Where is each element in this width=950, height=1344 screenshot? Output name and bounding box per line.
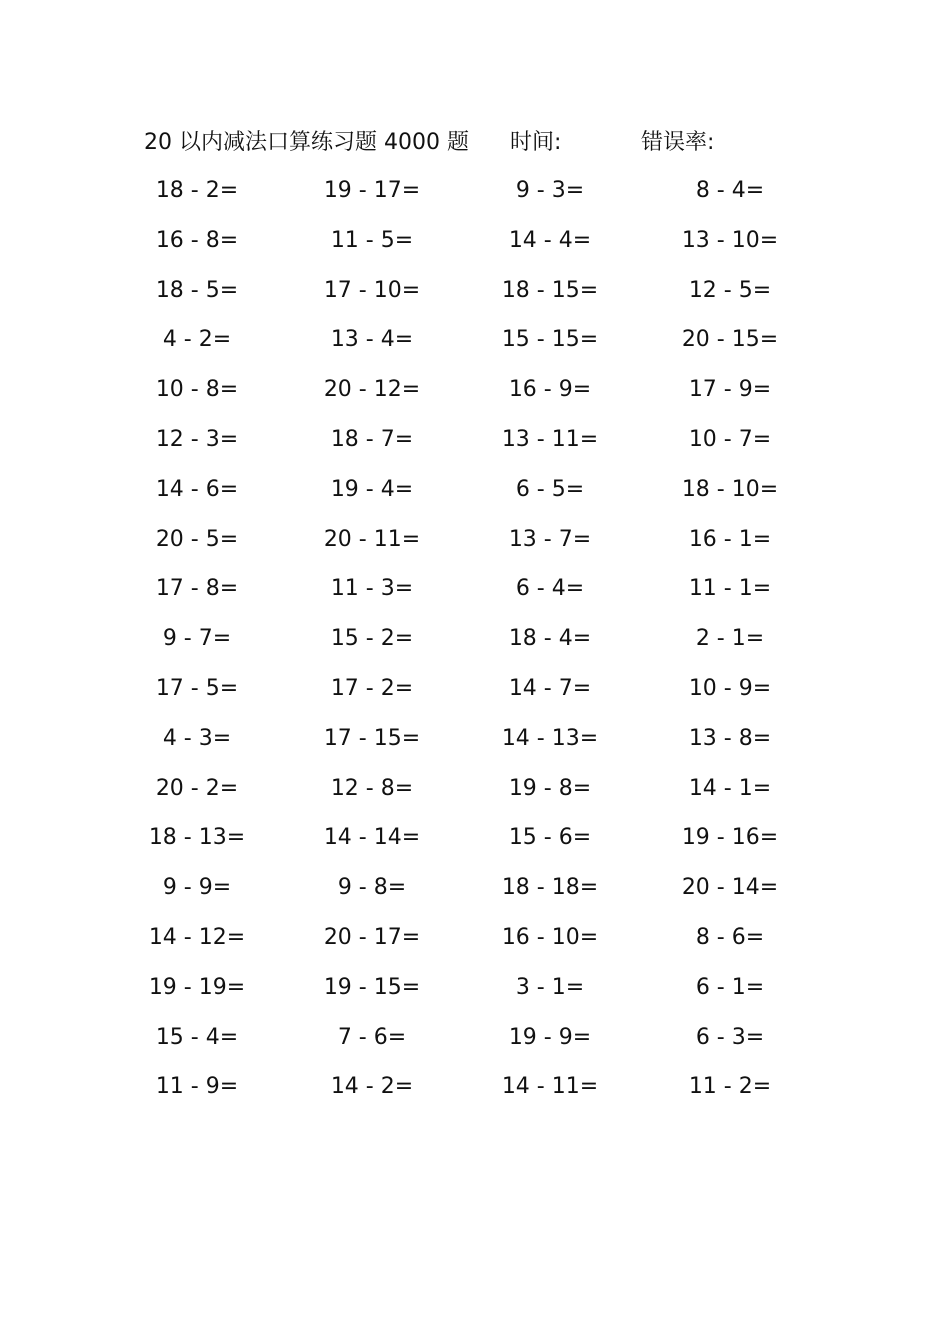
problem-row — [0, 371, 950, 421]
problem-item: 18 - 7= — [330, 426, 414, 452]
problem-row — [0, 969, 950, 1019]
problem-item: 20 - 17= — [323, 924, 421, 950]
problem-row — [0, 670, 950, 720]
problem-row — [0, 720, 950, 770]
problem-item: 13 - 4= — [330, 327, 414, 353]
problem-item: 20 - 2= — [155, 775, 239, 801]
problem-item: 14 - 12= — [148, 924, 246, 950]
problem-item: 9 - 8= — [337, 875, 407, 901]
problem-item: 4 - 2= — [162, 327, 232, 353]
problem-item: 13 - 11= — [501, 426, 599, 452]
problem-item: 14 - 2= — [330, 1074, 414, 1100]
problem-item: 16 - 9= — [508, 377, 592, 403]
problem-item: 18 - 13= — [148, 825, 246, 851]
problem-item: 9 - 7= — [162, 626, 232, 652]
problem-item: 19 - 19= — [148, 974, 246, 1000]
problem-item: 4 - 3= — [162, 725, 232, 751]
problem-item: 12 - 8= — [330, 775, 414, 801]
problem-item: 8 - 6= — [695, 924, 765, 950]
problem-item: 11 - 2= — [688, 1074, 772, 1100]
problem-item: 13 - 8= — [688, 725, 772, 751]
problem-row — [0, 620, 950, 670]
error-rate-label: 错误率: — [641, 130, 715, 155]
problem-row — [0, 1068, 950, 1118]
problem-item: 14 - 14= — [323, 825, 421, 851]
problem-row — [0, 819, 950, 869]
problem-row — [0, 172, 950, 222]
problem-item: 16 - 1= — [688, 526, 772, 552]
problem-item: 14 - 13= — [501, 725, 599, 751]
problem-row — [0, 570, 950, 620]
problem-item: 7 - 6= — [337, 1024, 407, 1050]
problem-row — [0, 471, 950, 521]
problem-item: 19 - 8= — [508, 775, 592, 801]
problem-item: 18 - 5= — [155, 277, 239, 303]
problem-item: 9 - 3= — [515, 178, 585, 203]
problem-row — [0, 521, 950, 571]
problem-item: 6 - 4= — [515, 576, 585, 602]
problem-item: 19 - 4= — [330, 476, 414, 502]
problem-item: 18 - 15= — [501, 277, 599, 303]
problem-grid — [0, 172, 950, 1118]
problem-row — [0, 222, 950, 272]
problem-item: 15 - 2= — [330, 626, 414, 652]
problem-item: 11 - 5= — [330, 227, 414, 253]
problem-item: 11 - 1= — [688, 576, 772, 602]
problem-item: 17 - 8= — [155, 576, 239, 602]
problem-item: 6 - 5= — [515, 476, 585, 502]
problem-row — [0, 770, 950, 820]
problem-item: 2 - 1= — [695, 626, 765, 652]
problem-item: 20 - 12= — [323, 377, 421, 403]
problem-item: 17 - 5= — [155, 675, 239, 701]
problem-item: 14 - 7= — [508, 675, 592, 701]
problem-item: 3 - 1= — [515, 974, 585, 1000]
problem-item: 14 - 4= — [508, 227, 592, 253]
problem-item: 10 - 9= — [688, 675, 772, 701]
problem-row — [0, 869, 950, 919]
problem-item: 12 - 3= — [155, 426, 239, 452]
problem-item: 17 - 10= — [323, 277, 421, 303]
problem-item: 15 - 15= — [501, 327, 599, 353]
problem-item: 8 - 4= — [695, 178, 765, 203]
problem-item: 18 - 2= — [155, 178, 239, 203]
problem-item: 18 - 4= — [508, 626, 592, 652]
time-label: 时间: — [510, 130, 562, 155]
problem-item: 11 - 3= — [330, 576, 414, 602]
problem-item: 17 - 9= — [688, 377, 772, 403]
problem-item: 19 - 15= — [323, 974, 421, 1000]
problem-item: 14 - 6= — [155, 476, 239, 502]
problem-item: 13 - 7= — [508, 526, 592, 552]
problem-item: 16 - 10= — [501, 924, 599, 950]
problem-item: 20 - 14= — [681, 875, 779, 901]
problem-item: 20 - 5= — [155, 526, 239, 552]
problem-row — [0, 919, 950, 969]
problem-item: 12 - 5= — [688, 277, 772, 303]
problem-item: 15 - 4= — [155, 1024, 239, 1050]
problem-item: 14 - 11= — [501, 1074, 599, 1100]
problem-item: 6 - 3= — [695, 1024, 765, 1050]
problem-item: 10 - 7= — [688, 426, 772, 452]
problem-item: 10 - 8= — [155, 377, 239, 403]
problem-row — [0, 421, 950, 471]
problem-item: 20 - 15= — [681, 327, 779, 353]
problem-item: 17 - 2= — [330, 675, 414, 701]
worksheet-title: 20 以内减法口算练习题 4000 题 — [144, 130, 469, 155]
problem-item: 16 - 8= — [155, 227, 239, 253]
problem-row — [0, 321, 950, 371]
problem-item: 19 - 9= — [508, 1024, 592, 1050]
problem-item: 14 - 1= — [688, 775, 772, 801]
problem-item: 9 - 9= — [162, 875, 232, 901]
problem-item: 17 - 15= — [323, 725, 421, 751]
problem-item: 6 - 1= — [695, 974, 765, 1000]
problem-item: 19 - 16= — [681, 825, 779, 851]
problem-item: 20 - 11= — [323, 526, 421, 552]
problem-item: 13 - 10= — [681, 227, 779, 253]
problem-item: 18 - 18= — [501, 875, 599, 901]
worksheet-header — [0, 126, 950, 160]
problem-item: 11 - 9= — [155, 1074, 239, 1100]
problem-row — [0, 1019, 950, 1069]
problem-row — [0, 272, 950, 322]
problem-item: 15 - 6= — [508, 825, 592, 851]
problem-item: 19 - 17= — [323, 178, 421, 203]
problem-item: 18 - 10= — [681, 476, 779, 502]
